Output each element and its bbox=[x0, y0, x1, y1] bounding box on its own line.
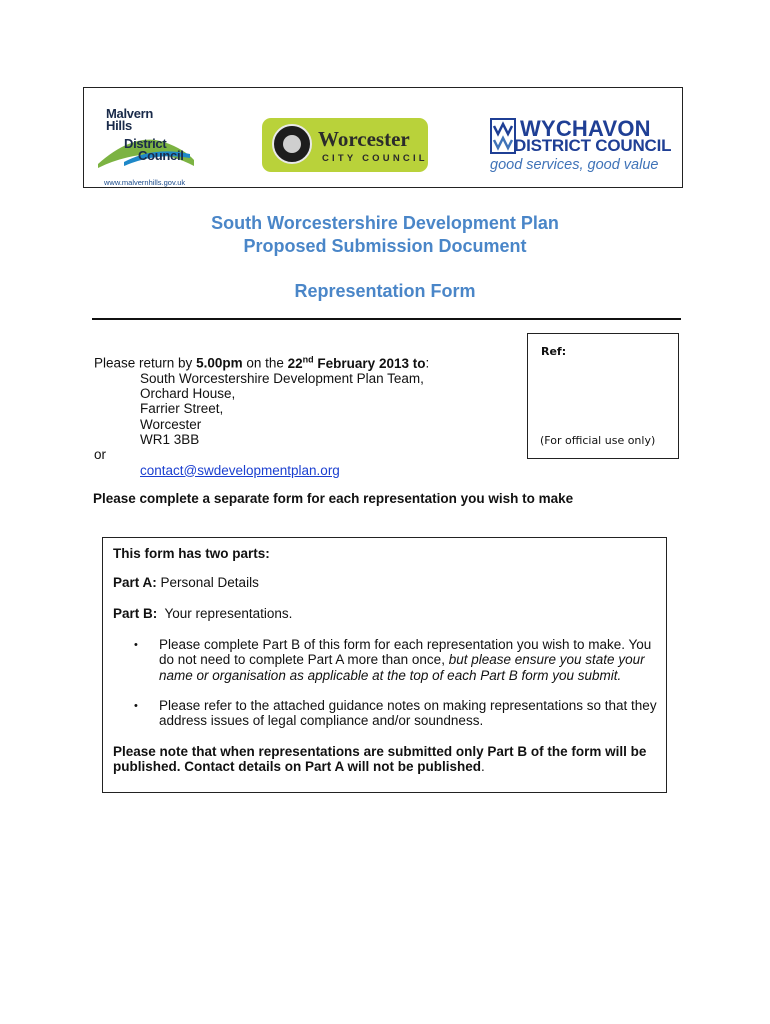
wychavon-name: WYCHAVON bbox=[520, 116, 651, 141]
bullet-2-marker: • bbox=[134, 700, 138, 712]
ref-box[interactable] bbox=[527, 333, 679, 459]
malvern-line-2: Hills bbox=[106, 118, 132, 133]
or-text: or bbox=[94, 447, 107, 463]
email-link[interactable]: contact@swdevelopmentplan.org bbox=[140, 462, 340, 478]
page-title: Representation Form bbox=[294, 281, 476, 301]
malvern-hills-logo bbox=[94, 102, 204, 187]
parts-heading: This form has two parts: bbox=[113, 546, 270, 561]
malvern-line-1: Malvern bbox=[106, 106, 154, 121]
address-line-4: Worcester bbox=[140, 416, 202, 432]
ref-label: Ref: bbox=[541, 345, 567, 358]
title-line-2: Proposed Submission Document bbox=[243, 236, 527, 256]
return-instructions bbox=[94, 352, 429, 478]
wychavon-logo bbox=[488, 116, 678, 176]
worcester-city-council-logo bbox=[262, 118, 428, 172]
title-line-1: South Worcestershire Development Plan bbox=[211, 213, 559, 233]
ref-note: (For official use only) bbox=[540, 434, 656, 447]
worcester-name: Worcester bbox=[318, 127, 410, 151]
bullet-1-marker: • bbox=[134, 639, 138, 651]
malvern-url: www.malvernhills.gov.uk bbox=[104, 178, 186, 187]
separate-form-instruction: Please complete a separate form for each representation you wish to make bbox=[93, 491, 574, 506]
form-parts-box bbox=[102, 537, 667, 793]
part-b-line: Part B: Your representations. bbox=[113, 606, 293, 621]
wychavon-strapline: good services, good value bbox=[490, 157, 659, 173]
return-line: Please return by 5.00pm on the 22nd February 2013 to: bbox=[94, 354, 430, 371]
malvern-line-3: District bbox=[124, 136, 167, 151]
logo-banner bbox=[83, 87, 683, 188]
bullet-2-text: Please refer to the attached guidance notes on making representations so that they address issues of legal compliance and/or soundness. bbox=[159, 698, 657, 729]
address-line-2: Orchard House, bbox=[140, 386, 236, 402]
worcester-crest-icon bbox=[272, 124, 312, 164]
wychavon-council: DISTRICT COUNCIL bbox=[514, 136, 672, 155]
title-divider bbox=[92, 318, 681, 320]
part-a-line: Part A: Personal Details bbox=[113, 575, 259, 590]
address-line-3: Farrier Street, bbox=[140, 401, 224, 417]
worcester-sub: CITY COUNCIL bbox=[322, 153, 428, 164]
bullet-1-text: Please complete Part B of this form for each representation you wish to make. You do not need to complete Part A more than once, but please ensure you state your name or organisation as applicable at the top of each Part B form you submit. bbox=[159, 637, 652, 683]
wychavon-emblem-icon bbox=[490, 118, 516, 156]
publication-note: Please note that when representations are submitted only Part B of the form will be published. Contact details on Part A will not be published. bbox=[113, 744, 647, 775]
address-line-5: WR1 3BB bbox=[140, 431, 200, 447]
address-line-1: South Worcestershire Development Plan Team, bbox=[140, 370, 424, 386]
malvern-line-4: Council bbox=[138, 148, 184, 163]
